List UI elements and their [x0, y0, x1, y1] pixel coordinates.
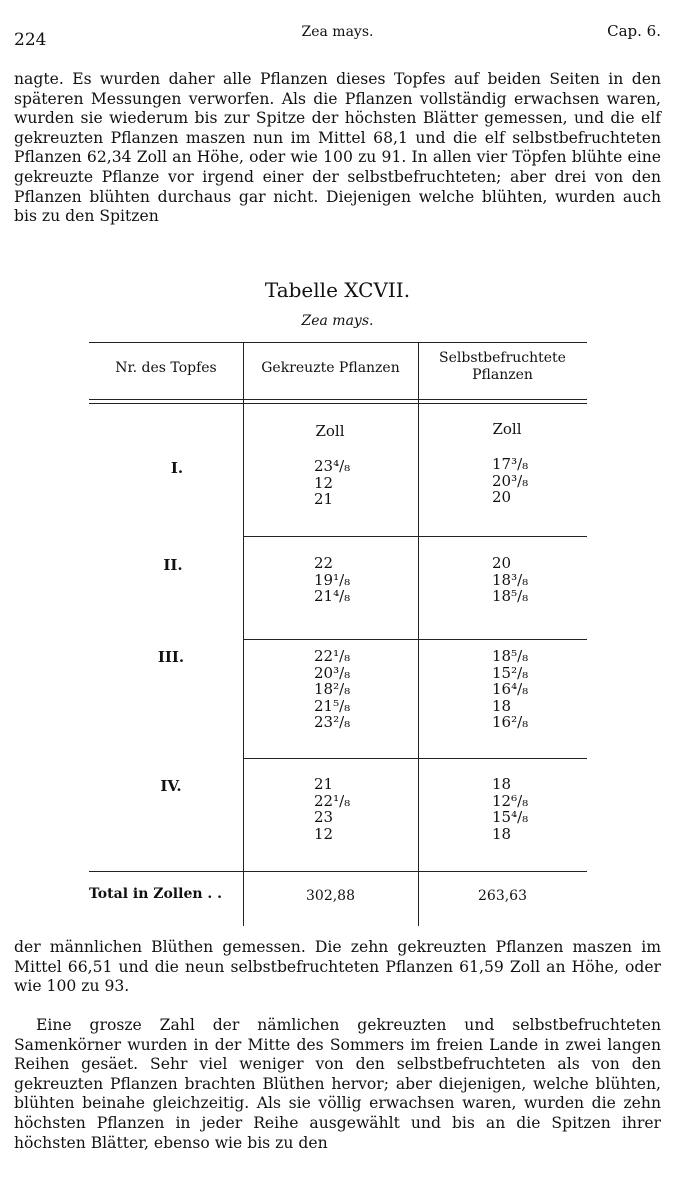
table-col-divider-1 — [243, 342, 244, 926]
unit-crossed: Zoll — [315, 422, 345, 440]
group-2-self — [492, 555, 528, 605]
group-3-crossed — [314, 648, 350, 731]
group-3-self — [492, 648, 528, 731]
total-crossed: 302,88 — [306, 888, 355, 904]
header-self-line2: Pflanzen — [472, 367, 533, 383]
group-4-crossed — [314, 776, 350, 842]
running-title: Zea mays. — [301, 24, 374, 40]
paragraph-after-table: der männlichen Blüthen gemessen. Die zehn gekreuzten Pflanzen maszen im Mittel 66,51 und die neun selbstbefruchteten Pflanzen 61,59 Zoll an Höhe, oder wie 100 zu 93. — [14, 938, 661, 996]
group-label-1: I. — [170, 459, 184, 477]
table-rule-header-2 — [89, 403, 587, 404]
header-self-line1: Selbstbefruchtete — [439, 350, 566, 366]
cell-value: 15²/₈ — [492, 663, 529, 682]
cell-value: 20³/₈ — [314, 663, 351, 682]
cell-value: 16⁴/₈ — [492, 680, 529, 698]
cell-value: 12 — [314, 473, 334, 492]
cell-value: 12 — [314, 824, 334, 843]
cell-value: 18 — [492, 696, 512, 715]
group-2-crossed — [314, 555, 350, 605]
cell-value: 20 — [492, 554, 512, 572]
group-1-crossed — [314, 458, 350, 508]
cell-value: 20³/₈ — [492, 471, 529, 490]
group-label-2: II. — [163, 556, 183, 574]
cell-value: 18⁵/₈ — [492, 647, 529, 665]
cell-value: 18 — [492, 824, 512, 843]
table-col-divider-2 — [418, 342, 419, 926]
table-rule-header-1 — [89, 399, 587, 400]
cell-value: 12⁶/₈ — [492, 791, 529, 810]
header-pot: Nr. des Topfes — [115, 360, 217, 376]
cell-value: 18 — [492, 775, 512, 793]
table-rule-group-2 — [243, 639, 587, 640]
cell-value: 22¹/₈ — [314, 791, 351, 810]
unit-self: Zoll — [492, 420, 522, 438]
cell-value: 22¹/₈ — [314, 647, 351, 665]
table-rule-group-3 — [243, 758, 587, 759]
paragraph-bottom: Eine grosze Zahl der nämlichen gekreuzten und selbstbefruchteten Samenkörner wurden in der Mitte des Sommers im freien Lande in zwei langen Reihen gesäet. Sehr viel weniger von den selbstbefruchteten als von den gekreuzten Pflanzen brachten Blüthen hervor; aber diejenigen, welche blühten, blühten beinahe gleichzeitig. Als sie völlig erwachsen waren, wurden die zehn höchsten Pflanzen in jeder Reihe ausgewählt und bis an die Spitzen ihrer höchsten Blätter, ebenso wie bis zu den — [14, 1016, 661, 1152]
cell-value: 20 — [492, 488, 512, 506]
cell-value: 21 — [314, 775, 334, 793]
group-label-4: IV. — [160, 777, 182, 795]
cell-value: 18²/₈ — [314, 680, 351, 698]
table-subtitle: Zea mays. — [301, 313, 374, 329]
cell-value: 21⁵/₈ — [314, 696, 351, 715]
cell-value: 23⁴/₈ — [314, 457, 351, 475]
cell-value: 18⁵/₈ — [492, 587, 529, 605]
cell-value: 22 — [314, 554, 334, 572]
table-rule-group-1 — [243, 536, 587, 537]
total-self: 263,63 — [478, 888, 527, 904]
cell-value: 23²/₈ — [314, 713, 351, 731]
chapter-label: Cap. 6. — [607, 22, 661, 40]
data-table — [89, 342, 587, 926]
table-title: Tabelle XCVII. — [264, 278, 411, 302]
group-label-3: III. — [157, 648, 185, 666]
header-crossed: Gekreuzte Pflanzen — [261, 360, 400, 376]
table-rule-total — [89, 871, 587, 872]
cell-value: 15⁴/₈ — [492, 808, 529, 826]
page-header — [14, 22, 661, 50]
cell-value: 21 — [314, 490, 334, 508]
cell-value: 23 — [314, 808, 334, 826]
table-rule-top — [89, 342, 587, 343]
group-4-self — [492, 776, 528, 842]
cell-value: 16²/₈ — [492, 713, 529, 731]
cell-value: 21⁴/₈ — [314, 587, 351, 605]
page-number: 224 — [14, 30, 47, 50]
paragraph-top: nagte. Es wurden daher alle Pflanzen dieses Topfes auf beiden Seiten in den späteren Messungen verworfen. Als die Pflanzen vollständig erwachsen waren, wurden sie wiederum bis zur Spitze der höchsten Blätter gemessen, und die elf gekreuzten Pflanzen maszen nun im Mittel 68,1 und die elf selbstbefruchteten Pflanzen 62,34 Zoll an Höhe, oder wie 100 zu 91. In allen vier Töpfen blühte eine gekreuzte Pflanze vor irgend einer der selbstbefruchteten; aber drei von den Pflanzen blühten durchaus gar nicht. Diejenigen welche blühten, wurden auch bis zu den Spitzen — [14, 70, 661, 226]
cell-value: 17³/₈ — [492, 455, 529, 473]
cell-value: 19¹/₈ — [314, 570, 351, 589]
group-1-self — [492, 456, 528, 506]
header-self — [418, 350, 587, 384]
cell-value: 18³/₈ — [492, 570, 529, 589]
total-label: Total in Zollen . . — [89, 886, 223, 902]
